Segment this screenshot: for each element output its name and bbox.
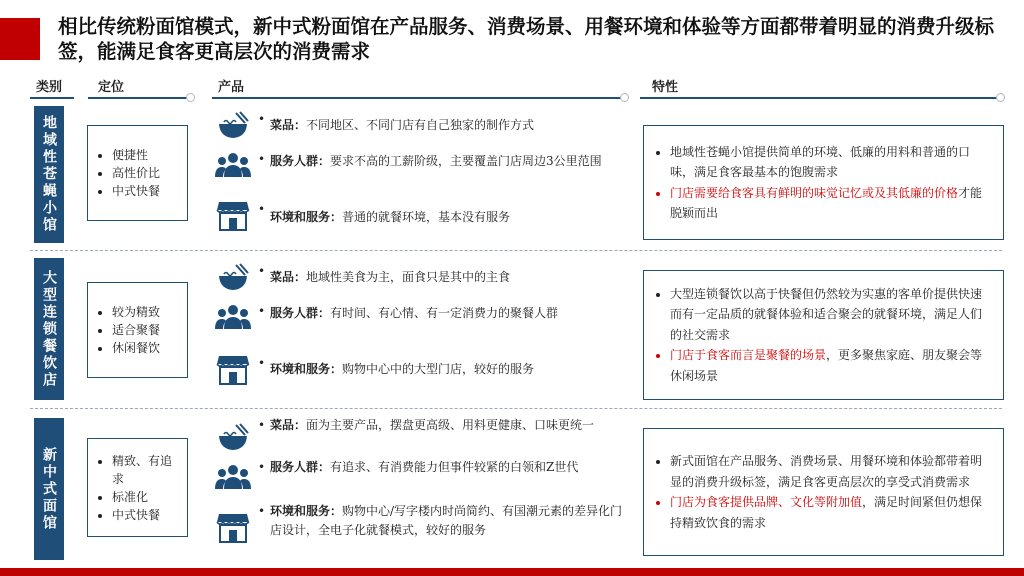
product-label: 服务人群：: [270, 460, 331, 474]
product-label: 服务人群：: [270, 154, 331, 168]
people-icon: [214, 462, 252, 494]
product-label: 服务人群：: [270, 306, 331, 320]
product-desc: [270, 354, 632, 379]
position-item: • 中式快餐: [112, 182, 160, 200]
features-box: [643, 125, 1004, 240]
category-cell: 大型连锁餐饮店: [34, 258, 64, 400]
product-label: 环境和服务：: [270, 362, 343, 376]
product-text: 要求不高的工薪阶级，主要覆盖门店周边3公里范围: [330, 154, 602, 168]
product-text: 购物中心/写字楼内时尚简约、有国潮元素的差异化门店设计，全电子化就餐模式，较好的服务: [270, 504, 623, 537]
store-icon: [214, 354, 252, 386]
header-underline-category: [30, 97, 74, 99]
product-row: [214, 150, 632, 182]
header-underline-features: [640, 97, 1000, 99]
product-desc: [270, 150, 632, 171]
header-position: 定位: [98, 80, 125, 95]
feature-text: 新式面馆在产品服务、消费场景、用餐环境和体验都带着明显的消费升级标签，满足食客更高层次的享受式消费需求: [670, 454, 983, 489]
header-category: 类别: [36, 80, 63, 95]
product-row: [214, 502, 632, 544]
product-label: 环境和服务：: [270, 210, 343, 224]
bowl-icon: [214, 110, 252, 142]
feature-item: [670, 492, 993, 533]
product-desc: [270, 110, 632, 135]
position-item: • 便捷性: [112, 146, 160, 164]
title-accent-bar: [0, 18, 40, 60]
people-icon: [214, 150, 252, 182]
product-text: 普通的就餐环境，基本没有服务: [342, 210, 511, 224]
position-item: • 适合聚餐: [112, 321, 160, 339]
header-underline-cap: [996, 93, 1005, 102]
product-label: 菜品：: [270, 270, 307, 284]
header-underline-position: [88, 97, 190, 99]
position-item: • 标准化: [112, 488, 183, 506]
feature-text: ，满足时间紧但仍想保持精致饮食的需求: [670, 495, 983, 530]
product-text: 不同地区、不同门店有自己独家的制作方式: [306, 118, 535, 132]
page-title: 相比传统粉面馆模式，新中式粉面馆在产品服务、消费场景、用餐环境和体验等方面都带着明显的消费升级标签，能满足食客更高层次的消费需求: [58, 15, 995, 63]
position-box: [87, 438, 188, 537]
position-box: [87, 125, 188, 221]
feature-text: 地域性苍蝇小馆提供简单的环境、低廉的用料和普通的口味，满足食客最基本的饱腹需求: [670, 144, 971, 179]
header-features: 特性: [652, 80, 679, 95]
header-underline-product: [212, 97, 624, 99]
bowl-icon: [214, 262, 252, 294]
position-box: [87, 282, 188, 378]
feature-text: 大型连锁餐饮以高于快餐但仍然较为实惠的客单价提供快速而有一定品质的就餐体验和适合聚会的就餐环境，满足人们的社交需求: [670, 286, 983, 342]
product-desc: [270, 302, 632, 323]
product-label: 菜品：: [270, 418, 307, 432]
feature-item: [670, 142, 993, 183]
footer-bar: [0, 568, 1024, 576]
features-box: [643, 270, 1004, 400]
product-desc: [270, 200, 632, 227]
feature-item: [670, 345, 993, 386]
position-item: • 高性价比: [112, 164, 160, 182]
bowl-icon: [214, 422, 252, 454]
category-cell: 地域性苍蝇小馆: [34, 106, 64, 243]
category-cell: 新中式面馆: [34, 418, 64, 560]
position-item: • 精致、有追求: [112, 452, 183, 488]
feature-highlight: 门店为食客提供品牌、文化等附加值: [670, 495, 863, 509]
product-desc: [270, 458, 632, 477]
product-row: [214, 110, 632, 142]
product-text: 购物中心中的大型门店，较好的服务: [342, 362, 535, 376]
store-icon: [214, 200, 252, 232]
product-row: [214, 262, 632, 294]
feature-text: 才能脱颖而出: [670, 185, 983, 220]
features-box: [643, 428, 1004, 556]
header-underline-cap: [186, 93, 195, 102]
product-text: 有时间、有心情、有一定消费力的聚餐人群: [330, 306, 559, 320]
product-desc: [270, 262, 632, 287]
product-row: [214, 416, 632, 454]
feature-text: ，更多聚焦家庭、朋友聚会等休闲场景: [670, 348, 983, 383]
product-row: [214, 302, 632, 334]
product-label: 环境和服务：: [270, 504, 343, 518]
feature-item: [670, 183, 993, 224]
feature-item: [670, 284, 993, 346]
store-icon: [214, 512, 252, 544]
product-row: [214, 458, 632, 494]
feature-item: [670, 451, 993, 492]
product-desc: [270, 416, 632, 435]
header-product: 产品: [218, 80, 245, 95]
feature-highlight: 门店于食客而言是聚餐的场景: [670, 348, 827, 363]
feature-highlight: 门店需要给食客具有鲜明的味觉记忆或及其低廉的价格: [670, 185, 959, 200]
row-divider: [30, 250, 1002, 251]
product-text: 有追求、有消费能力但事件较紧的白领和Z世代: [330, 460, 579, 474]
people-icon: [214, 302, 252, 334]
row-divider: [30, 408, 1002, 409]
product-desc: [270, 502, 632, 540]
product-row: [214, 354, 632, 386]
product-label: 菜品：: [270, 118, 307, 132]
product-text: 面为主要产品，摆盘更高级、用料更健康、口味更统一: [306, 418, 595, 432]
product-row: [214, 200, 632, 232]
header-underline-cap: [620, 93, 629, 102]
product-text: 地域性美食为主，面食只是其中的主食: [306, 270, 511, 284]
position-item: • 较为精致: [112, 303, 160, 321]
position-item: • 休闲餐饮: [112, 339, 160, 357]
position-item: • 中式快餐: [112, 506, 183, 524]
